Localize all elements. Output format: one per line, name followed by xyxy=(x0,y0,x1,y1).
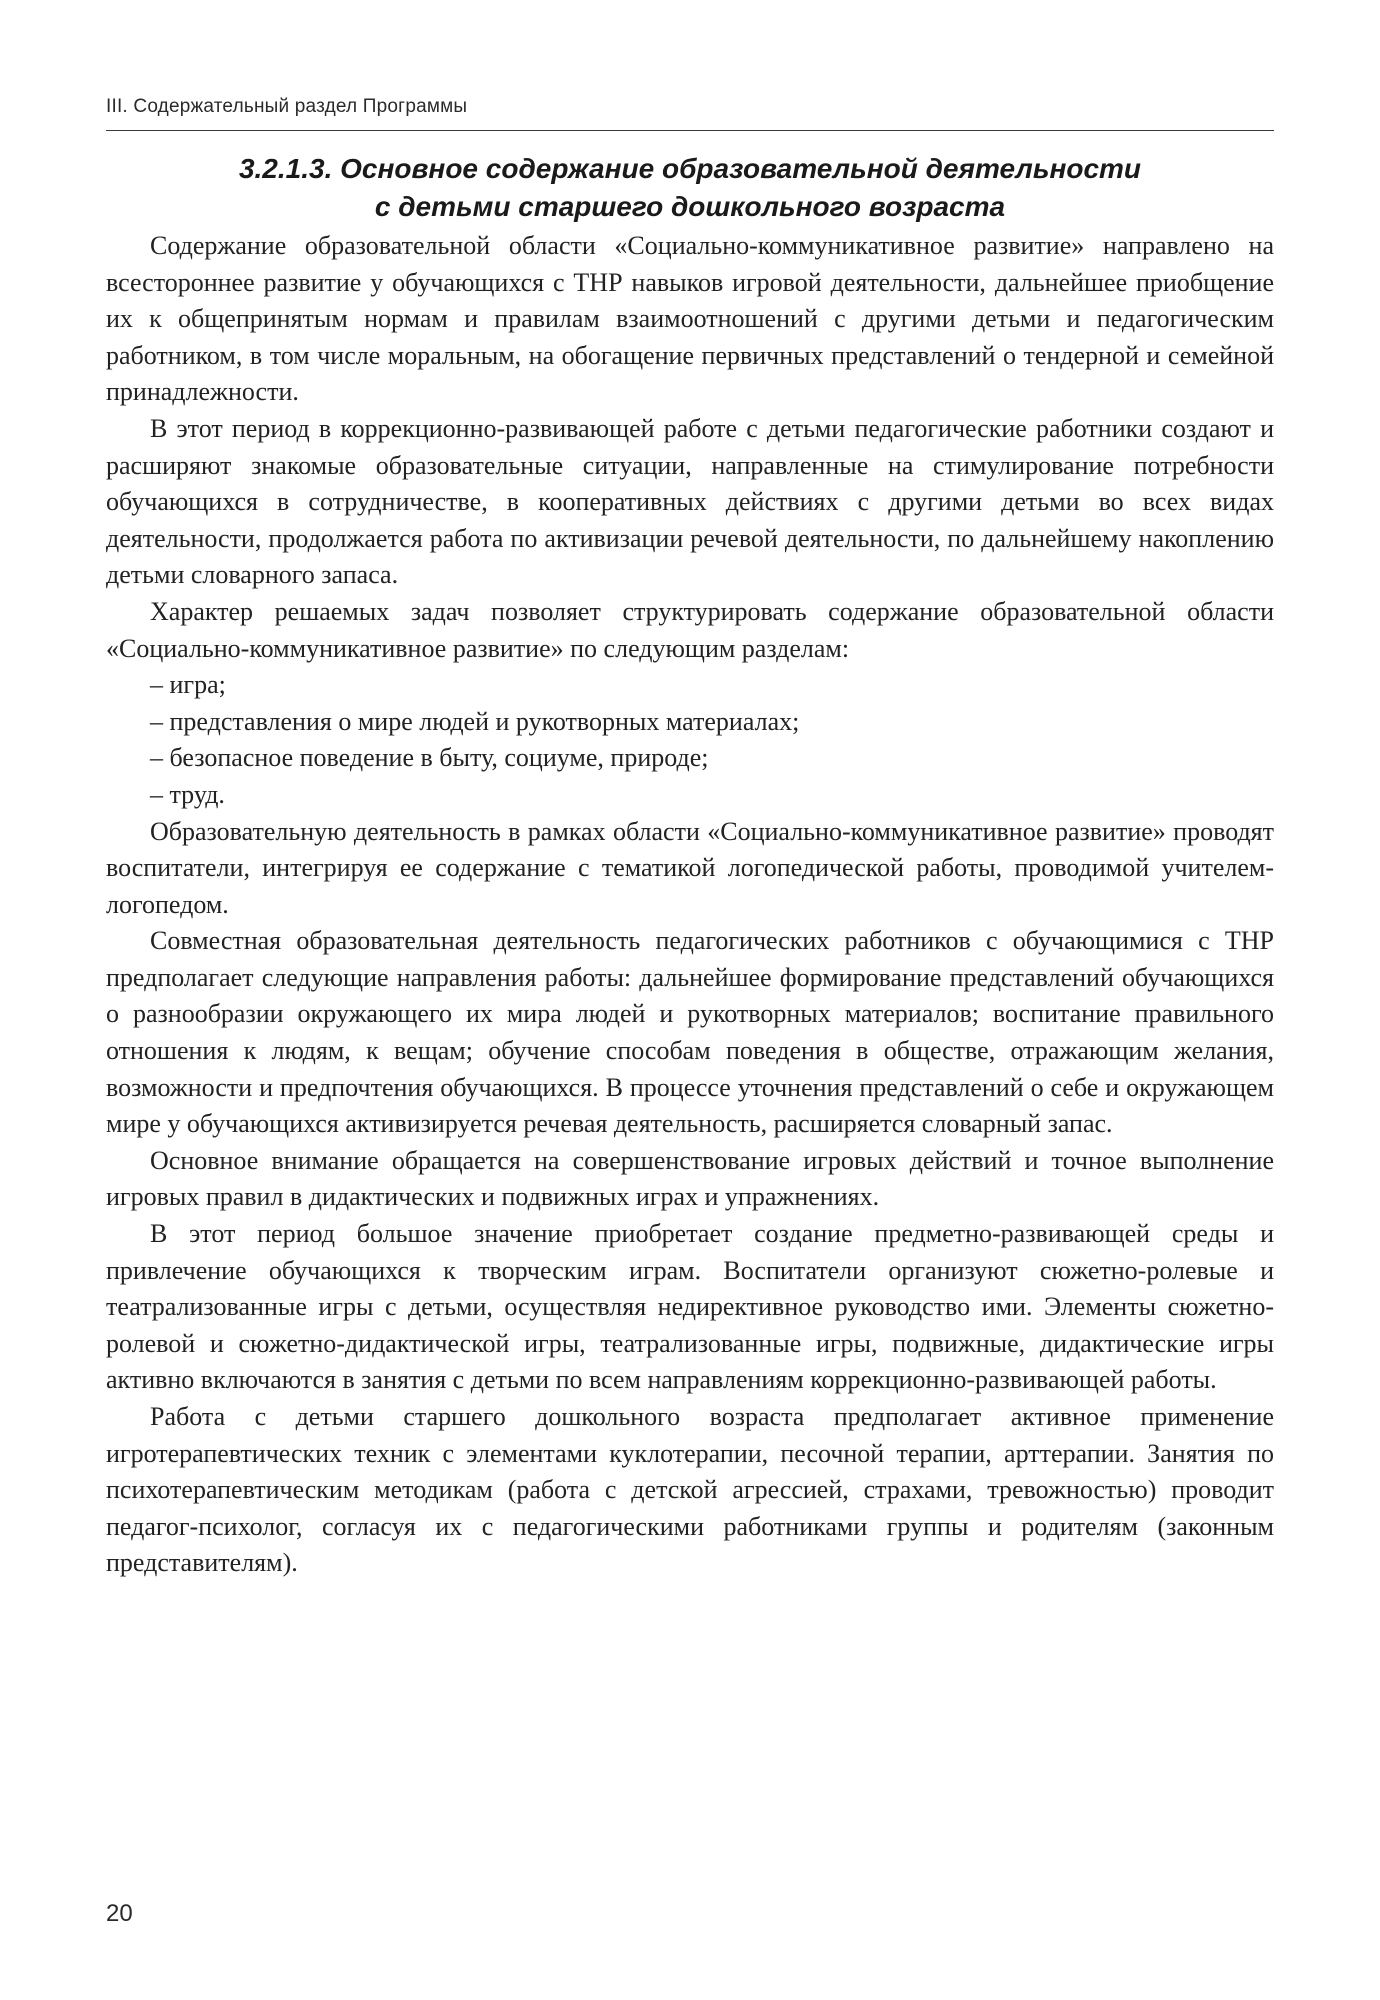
header-divider xyxy=(106,130,1274,131)
paragraph-8: Работа с детьми старшего дошкольного возраста предполагает активное применение игротерапевтических техник с элементами куклотерапии, песочной терапии, арттерапии. Занятия по психотерапевтическим методикам (работа с детской агрессией, страхами, тревожностью) проводит педагог-психолог, согласуя их с педагогическими работниками группы и родителям (законным представителям). xyxy=(106,1402,1274,1578)
list-item-play: – игра; xyxy=(150,670,226,700)
paragraph-2: В этот период в коррекционно-развивающей работе с детьми педагогические работники создают и расширяют знакомые образовательные ситуации, направленные на стимулирование потребности обучающихся в сотрудничестве, в кооперативных действиях с другими детьми во всех видах деятельности, продолжается работа по активизации речевой деятельности, по дальнейшему накоплению детьми словарного запаса. xyxy=(106,413,1274,590)
list-item-labor: – труд. xyxy=(150,779,225,809)
paragraph-6: Основное внимание обращается на совершенствование игровых действий и точное выполнение игровых правил в дидактических и подвижных играх и упражнениях. xyxy=(106,1145,1274,1212)
section-title-line-1: 3.2.1.3. Основное содержание образовательной деятельности xyxy=(238,153,1142,184)
running-head: III. Содержательный раздел Программы xyxy=(106,96,468,117)
section-title xyxy=(106,150,1274,226)
list-item-safe-behavior: – безопасное поведение в быту, социуме, природе; xyxy=(150,743,709,773)
paragraph-5: Совместная образовательная деятельность педагогических работников с обучающимися с ТНР предполагает следующие направления работы: дальнейшее формирование представлений обучающихся о разнообразии окружающего их мира людей и рукотворных материалов; воспитание правильного отношения к людям, к вещам; обучение способам поведения в обществе, отражающим желания, возможности и предпочтения обучающихся. В процессе уточнения представлений о себе и окружающем мире у обучающихся активизируется речевая деятельность, расширяется словарный запас. xyxy=(106,926,1274,1139)
page-number: 20 xyxy=(106,1900,133,1927)
paragraph-4: Образовательную деятельность в рамках области «Социально-коммуникативное развитие» проводят воспитатели, интегрируя ее содержание с тематикой логопедической работы, проводимой учителем-логопедом. xyxy=(106,816,1274,919)
list-item-world-ideas: – представления о мире людей и рукотворных материалах; xyxy=(150,706,800,736)
paragraph-1: Содержание образовательной области «Социально-коммуникативное развитие» направлено на всестороннее развитие у обучающихся с ТНР навыков игровой деятельности, дальнейшее приобщение их к общепринятым нормам и правилам взаимоотношений с другими детьми и педагогическим работником, в том числе моральным, на обогащение первичных представлений о тендерной и семейной принадлежности. xyxy=(106,231,1274,407)
paragraph-3: Характер решаемых задач позволяет структурировать содержание образовательной области «Социально-коммуникативное развитие» по следующим разделам: xyxy=(106,596,1274,663)
section-title-line-2: с детьми старшего дошкольного возраста xyxy=(374,191,1006,222)
paragraph-7: В этот период большое значение приобретает создание предметно-развивающей среды и привлечение обучающихся к творческим играм. Воспитатели организуют сюжетно-ролевые и театрализованные игры с детьми, осуществляя недирективное руководство ими. Элементы сюжетно-ролевой и сюжетно-дидактической игры, театрализованные игры, подвижные, дидактические игры активно включаются в занятия с детьми по всем направлениям коррекционно-развивающей работы. xyxy=(106,1219,1274,1395)
body-text xyxy=(106,228,1274,1582)
